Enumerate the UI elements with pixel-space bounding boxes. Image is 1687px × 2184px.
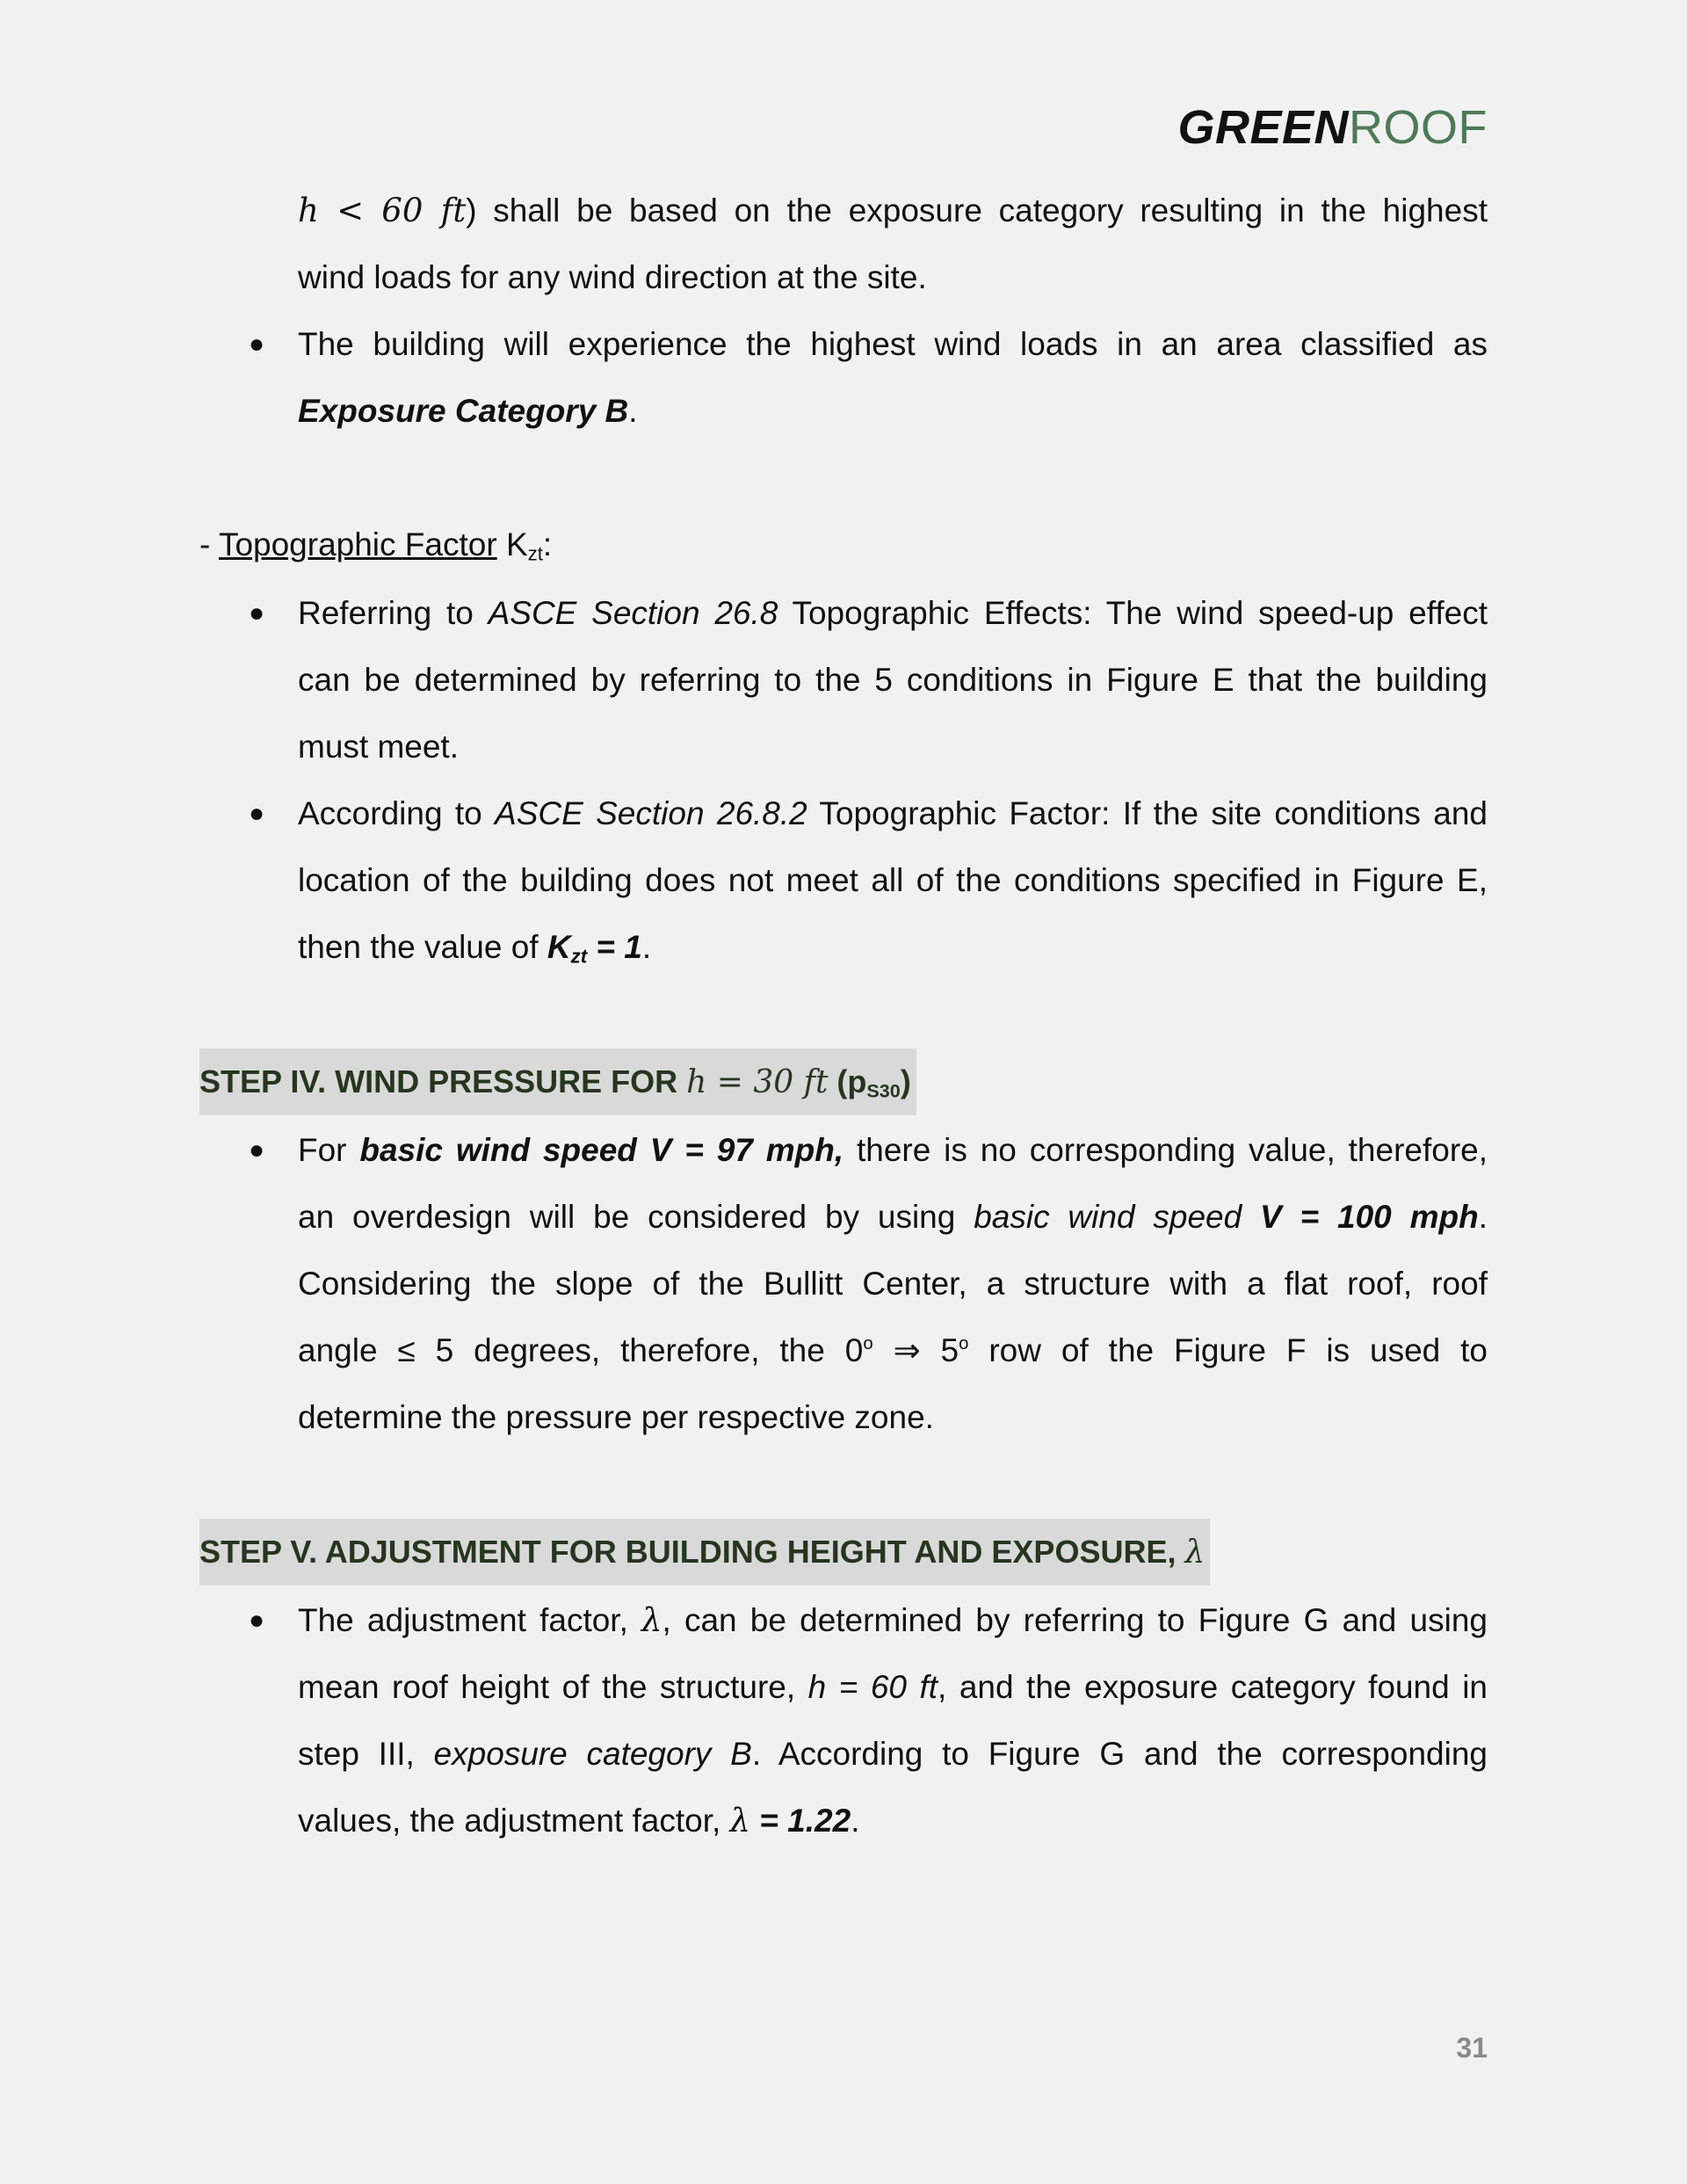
text-line: location of the building does not meet all of the conditions specified in Figure E, [298, 862, 1488, 898]
text-line: must meet. [298, 729, 459, 765]
exposure-continuation [298, 178, 1488, 311]
page-number: 31 [1456, 2032, 1488, 2064]
text-line: angle ≤ 5 degrees, therefore, the 0$^o$ ⇒ 5$^o$ row of the Figure F is used to [298, 1332, 1488, 1368]
text-line: Considering the slope of the Bullitt Center, a structure with a flat roof, roof [298, 1266, 1488, 1302]
text-line: For basic wind speed V = 97 mph, there is no corresponding value, therefore, [298, 1132, 1488, 1168]
step-iv-heading: STEP IV. WIND PRESSURE FOR h = 30 ft $(p_{S30})$ [199, 1048, 916, 1115]
text-line: step III, exposure category B. According to Figure G and the corresponding [298, 1736, 1488, 1772]
exposure-bullet [298, 311, 1488, 445]
text-line: an overdesign will be considered by using basic wind speed V = 100 mph. [298, 1199, 1488, 1235]
bullet-icon: ● [249, 1606, 265, 1635]
math-h-lt-60ft: h < 60 ft [298, 192, 467, 229]
text-line: values, the adjustment factor, λ = 1.22. [298, 1802, 860, 1839]
logo-roof: ROOF [1349, 101, 1488, 154]
text-line: wind loads for any wind direction at the site. [298, 259, 927, 295]
text-line: The building will experience the highest wind loads in an area classified as [298, 326, 1488, 362]
text-line: then the value of $K_{zt} = 1$. [298, 929, 652, 968]
topographic-factor-title: - Topographic Factor $K_{zt}$: [199, 526, 553, 565]
greenroof-logo [1177, 101, 1488, 154]
step-v-bullet [298, 1587, 1488, 1854]
topographic-bullet-1 [298, 580, 1488, 780]
text-line: Referring to ASCE Section 26.8 Topographic Effects: The wind speed-up effect [298, 595, 1488, 631]
text-line: Exposure Category B. [298, 393, 638, 429]
bullet-icon: ● [249, 1136, 265, 1165]
text-line: mean roof height of the structure, h = 60 ft, and the exposure category found in [298, 1669, 1488, 1705]
text-line: h < 60 ft) shall be based on the exposure category resulting in the highest [298, 192, 1488, 229]
text-line: can be determined by referring to the 5 conditions in Figure E that the building [298, 662, 1488, 698]
text-line: The adjustment factor, λ, can be determined by referring to Figure G and using [298, 1601, 1488, 1639]
bullet-icon: ● [249, 330, 265, 359]
logo-green: GREEN [1177, 101, 1349, 154]
step-v-heading: STEP V. ADJUSTMENT FOR BUILDING HEIGHT AND EXPOSURE, λ [199, 1519, 1210, 1585]
topographic-bullet-2 [298, 780, 1488, 981]
text-line: determine the pressure per respective zone. [298, 1399, 934, 1435]
bullet-icon: ● [249, 799, 265, 828]
step-iv-bullet [298, 1117, 1488, 1451]
bullet-icon: ● [249, 599, 265, 628]
text-line: According to ASCE Section 26.8.2 Topographic Factor: If the site conditions and [298, 795, 1488, 831]
